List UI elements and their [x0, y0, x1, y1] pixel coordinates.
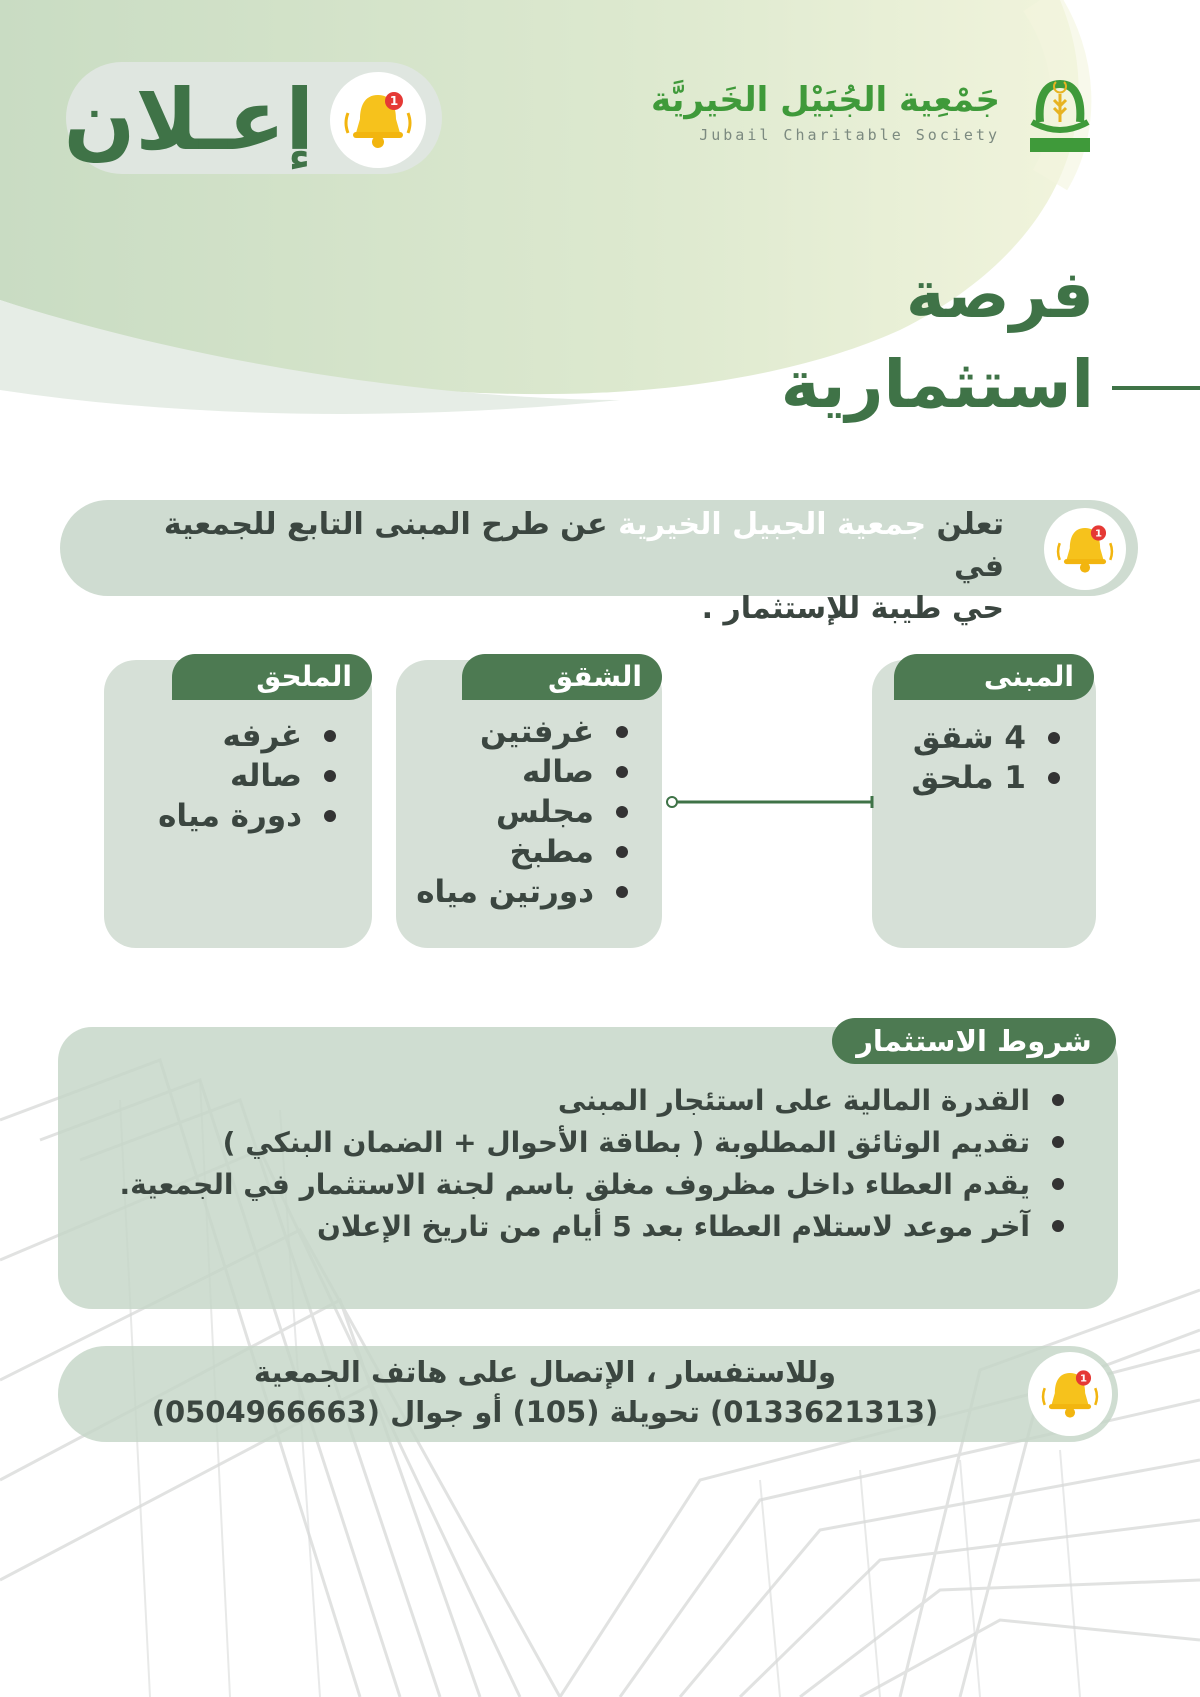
- hero-divider: [1112, 386, 1200, 390]
- announcement-title: إعـلان: [63, 71, 314, 169]
- list-item: صاله: [396, 752, 636, 792]
- bell-icon: [340, 87, 416, 153]
- list-item: يقدم العطاء داخل مظروف مغلق باسم لجنة الاستثمار في الجمعية.: [152, 1164, 1072, 1206]
- list-item: دورتين مياه: [396, 872, 636, 912]
- list-item: مجلس: [396, 792, 636, 832]
- org-name-en: Jubail Charitable Society: [699, 126, 1000, 144]
- hero-title: [574, 250, 1094, 430]
- list-item: مطبخ: [396, 832, 636, 872]
- card-annex-list: [124, 716, 344, 836]
- card-connector: [664, 794, 876, 810]
- bell-icon: [1038, 1366, 1102, 1422]
- contact-bell: [1028, 1352, 1112, 1436]
- notification-count: 1: [1094, 528, 1102, 540]
- contact-line1: وللاستفسار ، الإتصال على هاتف الجمعية: [253, 1355, 837, 1389]
- intro-org-highlight: جمعية الجبيل الخيرية: [618, 507, 927, 542]
- hero-title-line2: استثمارية: [780, 346, 1094, 423]
- hero-title-line1: فرصة: [905, 256, 1094, 333]
- bell-icon: [1053, 521, 1117, 577]
- intro-line2: حي طيبة للإستثمار .: [701, 591, 1004, 626]
- list-item: صاله: [124, 756, 344, 796]
- intro-bell: [1044, 508, 1126, 590]
- intro-prefix: تعلن: [936, 507, 1004, 542]
- list-item: دورة مياه: [124, 796, 344, 836]
- terms-list: [119, 1080, 1072, 1248]
- card-building: [872, 660, 1096, 948]
- card-building-title: المبنى: [894, 654, 1094, 700]
- terms-title: شروط الاستثمار: [832, 1018, 1116, 1064]
- notification-count: 1: [1079, 1373, 1087, 1385]
- list-item: غرفتين: [396, 712, 636, 752]
- contact-text: [80, 1352, 1010, 1432]
- card-apartments-title: الشقق: [462, 654, 662, 700]
- notification-count: 1: [389, 94, 399, 108]
- intro-text: [144, 504, 1004, 630]
- list-item: تقديم الوثائق المطلوبة ( بطاقة الأحوال + الضمان البنكي ): [152, 1122, 1072, 1164]
- contact-line2: (0133621313) تحويلة (105) أو جوال (0504966663): [151, 1395, 939, 1429]
- org-name-ar: جَمْعِية الجُبَيْل الخَيريَّة: [650, 80, 1000, 120]
- society-logo: [1010, 78, 1110, 158]
- card-annex-title: الملحق: [172, 654, 372, 700]
- card-apartments-list: [396, 712, 636, 912]
- card-building-list: [858, 718, 1068, 798]
- list-item: القدرة المالية على استئجار المبنى: [152, 1080, 1072, 1122]
- list-item: 4 شقق: [858, 718, 1068, 758]
- society-logo-block: [650, 78, 1110, 158]
- list-item: آخر موعد لاستلام العطاء بعد 5 أيام من تاريخ الإعلان: [152, 1206, 1072, 1248]
- list-item: 1 ملحق: [858, 758, 1068, 798]
- list-item: غرفه: [124, 716, 344, 756]
- intro-rest: عن طرح المبنى التابع للجمعية في: [163, 507, 1004, 584]
- announcement-bell: [330, 72, 426, 168]
